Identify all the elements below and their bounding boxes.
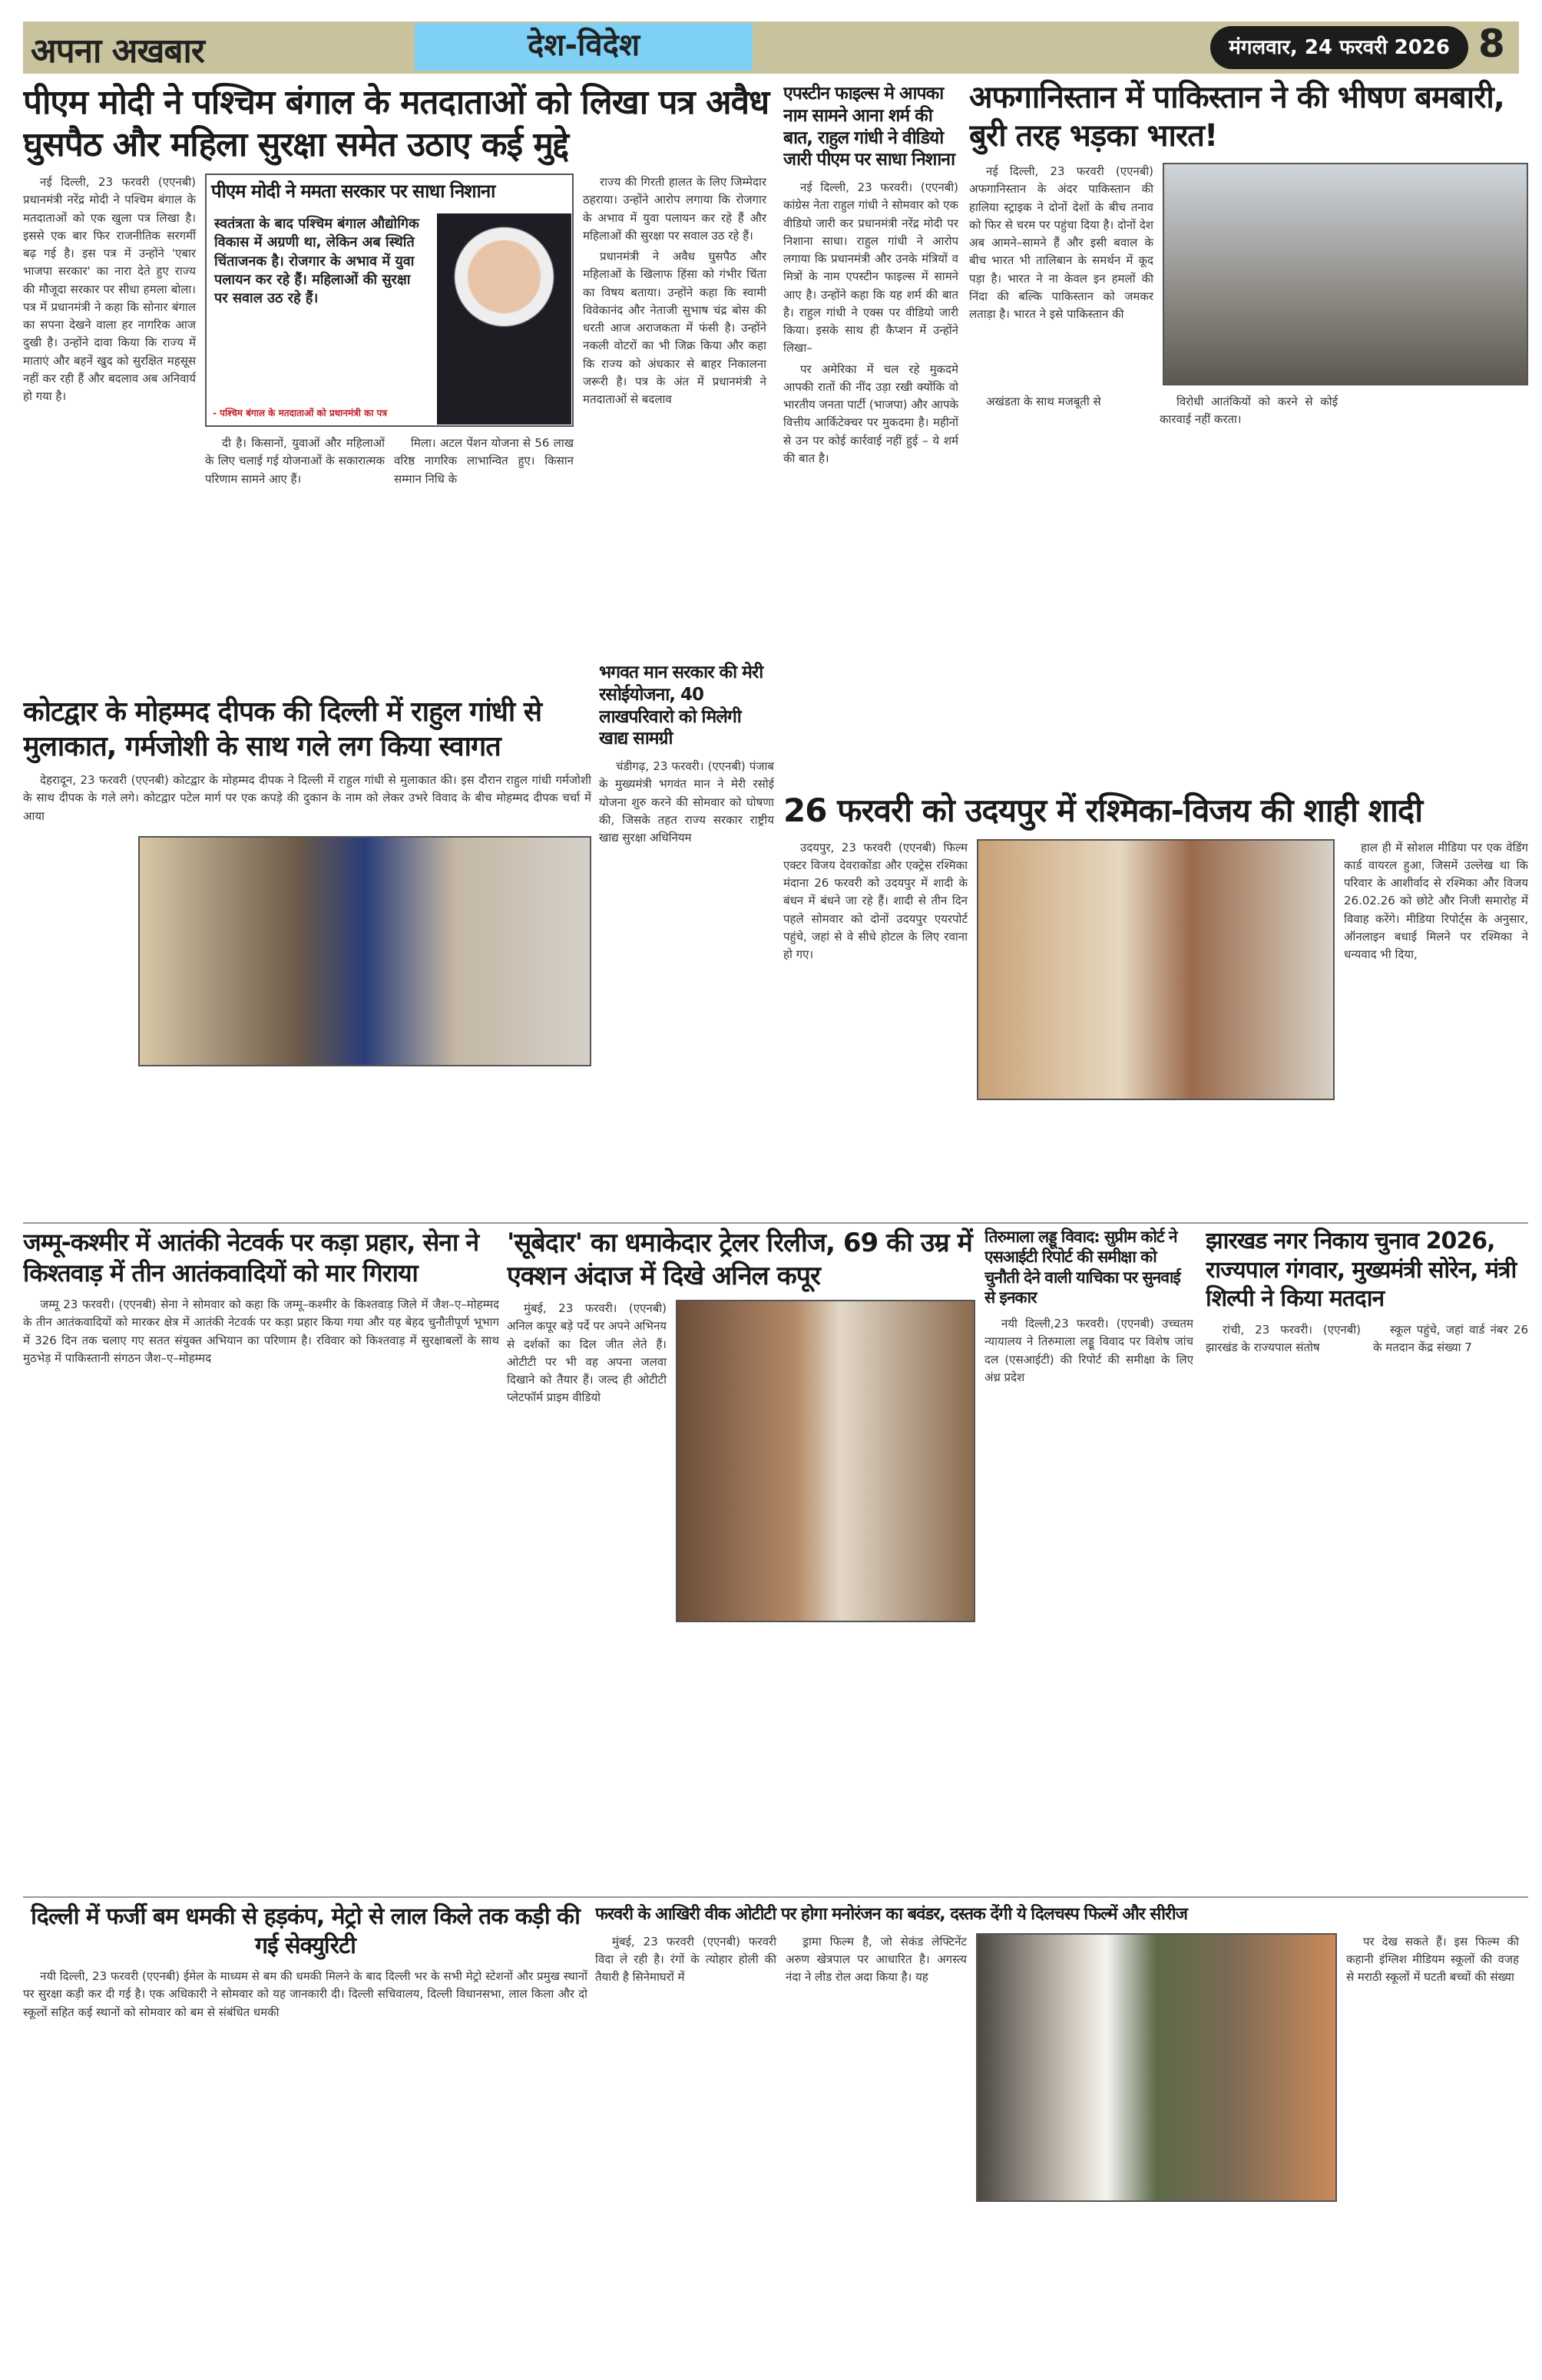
subedar-article: [507, 1227, 975, 1889]
page-number: 8: [1478, 21, 1505, 66]
jharkhand-article: [1206, 1227, 1528, 1889]
tirumala-article: [984, 1227, 1193, 1889]
modi-body-col4: राज्य की गिरती हालत के लिए जिम्मेदार ठहराया। उन्होंने आरोप लगाया कि रोजगार के अभाव में युवा पलायन कर रहे हैं और महिलाओं की सुरक्षा पर सवाल उठ रहे हैं। प्रधानमंत्री ने अवैध घुसपैठ और महिलाओं के खिलाफ हिंसा को गंभीर चिंता का विषय बताया। उन्होंने कहा कि स्वामी विवेकानंद और नेताजी सुभाष चंद्र बोस की धरती आज अराजकता में फंसी है। उन्होंने नकली वोटरों का भी जिक्र किया और कहा कि राज्य को अंधकार से बाहर निकालना जरूरी है। पत्र के अंत में प्रधानमंत्री ने मतदाताओं से बदलाव: [583, 175, 766, 406]
mann-article: [599, 662, 774, 1215]
ott-article: [595, 1904, 1528, 2372]
epstein-article: [783, 83, 958, 759]
divider: [23, 1896, 1528, 1898]
kotdwar-body: देहरादून, 23 फरवरी (एएनबी) कोटद्वार के मोहम्मद दीपक ने दिल्ली में राहुल गांधी से मुलाकात की। इस दौरान राहुल गांधी गर्मजोशी के साथ दीपक के गले लगे। कोटद्वार पटेल मार्ग पर एक कपड़े की दुकान के नाम को लेकर उभरे विवाद के बीच मोहम्मद दीपक चर्चा में आया: [23, 773, 591, 823]
ott-photo: [976, 1933, 1337, 2202]
delhi-body: नयी दिल्ली, 23 फरवरी (एएनबी) ईमेल के माध्यम से बम की धमकी मिलने के बाद दिल्ली भर के सभी मेट्रो स्टेशनों और प्रमुख स्थानों पर सुरक्षा कड़ी कर दी गई है। एक अधिकारी ने सोमवार को यह जानकारी दी। दिल्ली सचिवालय, दिल्ली विधानसभा, लाल किला और दो स्कूलों सहित कई स्थानों को सोमवार को बम से संबंधित धमकी: [23, 1969, 587, 2019]
afghan-headline: अफगानिस्तान में पाकिस्तान ने की भीषण बमबारी, बुरी तरह भड़का भारत!: [969, 80, 1504, 154]
kotdwar-article: [23, 695, 591, 1217]
ott-body-col1: मुंबई, 23 फरवरी (एएनबी) फरवरी विदा ले रही है। रंगों के त्योहार होली की तैयारी है सिनेमाघरों में: [595, 1934, 776, 1984]
afghan-body-cols: अखंडता के साथ मजबूती से विरोधी आतंकियों को करने से कोई कारवाई नहीं करता।: [986, 395, 1338, 427]
modi-article: [23, 81, 776, 656]
issue-date: मंगलवार, 24 फरवरी 2026: [1210, 26, 1468, 69]
jammu-body: जम्मू 23 फरवरी। (एएनबी) सेना ने सोमवार को कहा कि जम्मू–कश्मीर के किश्तवाड़ जिले में जैश–ए–मोहम्मद के तीन आतंकवादियों को मारकर क्षेत्र में आतंकी नेटवर्क पर कड़ा प्रहार किया गया और यह बेहद चुनौतीपूर्ण भूभाग में 326 दिन तक चलाए गए सतत संयुक्त अभियान का परिणाम है। रविवार को किश्तवाड़ में सुरक्षाबलों के साथ मुठभेड़ में पाकिस्तानी संगठन जैश–ए–मोहम्मद: [23, 1297, 499, 1365]
modi-body-col1: नई दिल्ली, 23 फरवरी (एएनबी) प्रधानमंत्री नरेंद्र मोदी ने पश्चिम बंगाल के मतदाताओं को एक खुला पत्र लिखा है। इससे एक बार फिर राजनीतिक सरगर्मी बढ़ गई है। इस पत्र में उन्होंने 'एबार भाजपा सरकार' का नारा देते हुए राज्य की मौजूदा सरकार पर सीधा हमला बोला। पत्र में प्रधानमंत्री ने कहा कि सोनार बंगाल का सपना देखने वाला हर नागरिक आज दुखी है। उन्होंने दावा किया कि राज्य में माताएं और बहनें खुद को सुरक्षित महसूस नहीं कर रही हैं और बदलाव अब अनिवार्य हो गया है।: [23, 175, 196, 403]
modi-photo: [437, 213, 571, 425]
ott-body-col3: पर देख सकते हैं। इस फिल्म की कहानी इंग्लिश मीडियम स्कूलों की वजह से मराठी स्कूलों में घटती बच्चों की संख्या: [1346, 1934, 1519, 1984]
section-title: देश-विदेश: [415, 23, 753, 71]
wedding-body-col2: हाल ही में सोशल मीडिया पर एक वेडिंग कार्ड वायरल हुआ, जिसमें उल्लेख था कि परिवार के आशीर्वाद से रश्मिका और विजय 26.02.26 को छोटे और निजी समारोह में विवाह करेंगे। मीडिया रिपोर्ट्स के अनुसार, ऑनलाइन बधाई मिलने पर रश्मिका ने धन्यवाद भी दिया,: [1344, 840, 1528, 961]
divider: [23, 1222, 1528, 1224]
modi-body-col3: मिला। अटल पेंशन योजना से 56 लाख वरिष्ठ नागरिक लाभान्वित हुए। किसान सम्मान निधि के: [394, 436, 574, 486]
wedding-body-col1: उदयपुर, 23 फरवरी (एएनबी) फिल्म एक्टर विजय देवराकोंडा और एक्ट्रेस रश्मिका मंदाना 26 फरवरी को उदयपुर में शादी के बंधन में बंधने जा रहे हैं। शादी से तीन दिन पहले सोमवार को दोनों उदयपुर एयरपोर्ट पहुंचे, जहां से वे सीधे होटल के लिए रवाना हो गए।: [783, 840, 968, 961]
epstein-headline: एपस्टीन फाइल्स मे आपका नाम सामने आना शर्म की बात, राहुल गांधी ने वीडियो जारी पीएम पर साधा निशाना: [783, 84, 955, 170]
delhi-headline: दिल्ली में फर्जी बम धमकी से हड़कंप, मेट्रो से लाल किले तक कड़ी की गई सेक्युरिटी: [31, 1903, 580, 1959]
afghan-body-col1: नई दिल्ली, 23 फरवरी (एएनबी) अफगानिस्तान के अंदर पाकिस्तान की हालिया स्ट्राइक ने दोनों देशों के बीच तनाव को फिर से चरम पर पहुंचा दिया है। दोनों देश अब आमने–सामने हैं और इसी बवाल के बीच भारत भी तालिबान के समर्थन में कूद पड़ा है। भारत ने ना केवल इन हमलों की निंदा की बल्कि पाकिस्तान को जमकर लताड़ा है। भारत ने इसे पाकिस्तान की: [969, 164, 1153, 321]
tirumala-body: नयी दिल्ली,23 फरवरी। (एएनबी) उच्चतम न्यायालय ने तिरुमाला लड्डू विवाद पर विशेष जांच दल (एसआईटी) की रिपोर्ट की समीक्षा के लिए अंध्र प्रदेश: [984, 1317, 1193, 1384]
delhi-article: [23, 1902, 587, 2371]
wedding-photo: [977, 839, 1335, 1100]
wedding-headline: 26 फरवरी को उदयपुर में रश्मिका-विजय की शाही शादी: [783, 792, 1423, 829]
subedar-photo: [676, 1300, 975, 1622]
mann-headline: भगवत मान सरकार की मेरी रसोईयोजना, 40 लाखपरिवारो को मिलेगी खाद्य सामग्री: [599, 663, 763, 749]
jammu-article: [23, 1227, 499, 1889]
modi-box-quote: स्वतंत्रता के बाद पश्चिम बंगाल औद्योगिक विकास में अग्रणी था, लेकिन अब स्थिति चिंताजनक है। रोजगार के अभाव में युवा पलायन कर रहे हैं। महिलाओं की सुरक्षा पर सवाल उठ रहे हैं।: [214, 216, 419, 307]
tirumala-headline: तिरुमाला लड्डू विवाद: सुप्रीम कोर्ट ने एसआईटी रिपोर्ट की समीक्षा को चुनौती देने वाली याचिका पर सुनवाई से इनकार: [984, 1228, 1180, 1307]
modi-box-title: पीएम मोदी ने ममता सरकार पर साधा निशाना: [211, 180, 495, 202]
modi-box-source: - पश्चिम बंगाल के मतदाताओं को प्रधानमंत्री का पत्र: [213, 408, 387, 418]
modi-quote-box: [205, 174, 574, 427]
afghan-article: [969, 78, 1528, 769]
modi-body-col2: दी है। किसानों, युवाओं और महिलाओं के लिए चलाई गई योजनाओं के सकारात्मक परिणाम सामने आए हैं।: [205, 436, 385, 486]
jharkhand-headline: झारखड नगर निकाय चुनाव 2026, राज्यपाल गंगवार, मुख्यमंत्री सोरेन, मंत्री शिल्पी ने किया मतदान: [1206, 1228, 1517, 1312]
modi-center: [205, 174, 574, 491]
kotdwar-headline: कोटद्वार के मोहम्मद दीपक की दिल्ली में राहुल गांधी से मुलाकात, गर्मजोशी के साथ गले लग किया स्वागत: [23, 696, 542, 762]
ott-body-col2: ड्रामा फिल्म है, जो सेकंड लेफ्टिनेंट अरुण खेत्रपाल पर आधारित है। अगस्त्य नंदा ने लीड रोल अदा किया है। यह: [786, 1934, 967, 1984]
epstein-body: नई दिल्ली, 23 फरवरी। (एएनबी) कांग्रेस नेता राहुल गांधी ने सोमवार को एक वीडियो जारी कर प्रधानमंत्री नरेंद्र मोदी पर निशाना साधा। राहुल गांधी ने आरोप लगाया कि प्रधानमंत्री और उनके मंत्रियों व मित्रों के नाम एपस्टीन फाइल्स में सामने आए है। उन्होंने कहा कि यह शर्म की बात है। राहुल गांधी ने एक्स पर वीडियो जारी किया। इसके साथ ही कैप्शन में उन्होंने लिखा– पर अमेरिका में चल रहे मुकदमे आपकी रातों की नींद उड़ा रखी क्योंकि वो भारतीय जनता पार्टी (भाजपा) और आपके वित्तीय आर्किटेक्चर पर मुकदमा है। महीनों से उन पर कोई कार्रवाई नहीं हुई – ये शर्म की बात है।: [783, 180, 958, 465]
jammu-headline: जम्मू-कश्मीर में आतंकी नेटवर्क पर कड़ा प्रहार, सेना ने किश्तवाड़ में तीन आतंकवादियों को मार गिराया: [23, 1228, 479, 1288]
newspaper-logo: अपना अखबार: [31, 31, 204, 71]
subedar-body: मुंबई, 23 फरवरी। (एएनबी) अनिल कपूर बड़े पर्दे पर अपने अभिनय से दर्शकों का दिल जीत लेते हैं। ओटीटी पर भी वह अपना जलवा दिखाने को तैयार हैं। जल्द ही ओटीटी प्लेटफॉर्म प्राइम वीडियो: [507, 1301, 667, 1405]
mann-body: चंडीगढ़, 23 फरवरी। (एएनबी) पंजाब के मुख्यमंत्री भगवंत मान ने मेरी रसोई योजना शुरु करने की सोमवार को घोषणा की, जिसके तहत राज्य सरकार राष्ट्रीय खाद्य सुरक्षा अधिनियम: [599, 759, 774, 845]
wedding-article: [783, 791, 1528, 1217]
ott-headline: फरवरी के आखिरी वीक ओटीटी पर होगा मनोरंजन का बवंडर, दस्तक देंगी ये दिलचस्प फिल्में और सीरीज: [595, 1905, 1187, 1924]
kotdwar-photo: [138, 836, 591, 1066]
afghan-photo: [1163, 163, 1528, 385]
modi-headline: पीएम मोदी ने पश्चिम बंगाल के मतदाताओं को लिखा पत्र अवैध घुसपैठ और महिला सुरक्षा समेत उठाए कई मुद्दे: [23, 83, 769, 164]
jharkhand-body: रांची, 23 फरवरी। (एएनबी) झारखंड के राज्यपाल संतोष स्कूल पहुंचे, जहां वार्ड नंबर 26 के मतदान केंद्र संख्या 7: [1206, 1322, 1528, 1354]
subedar-headline: 'सूबेदार' का धमाकेदार ट्रेलर रिलीज, 69 की उम्र में एक्शन अंदाज में दिखे अनिल कपूर: [507, 1228, 972, 1291]
